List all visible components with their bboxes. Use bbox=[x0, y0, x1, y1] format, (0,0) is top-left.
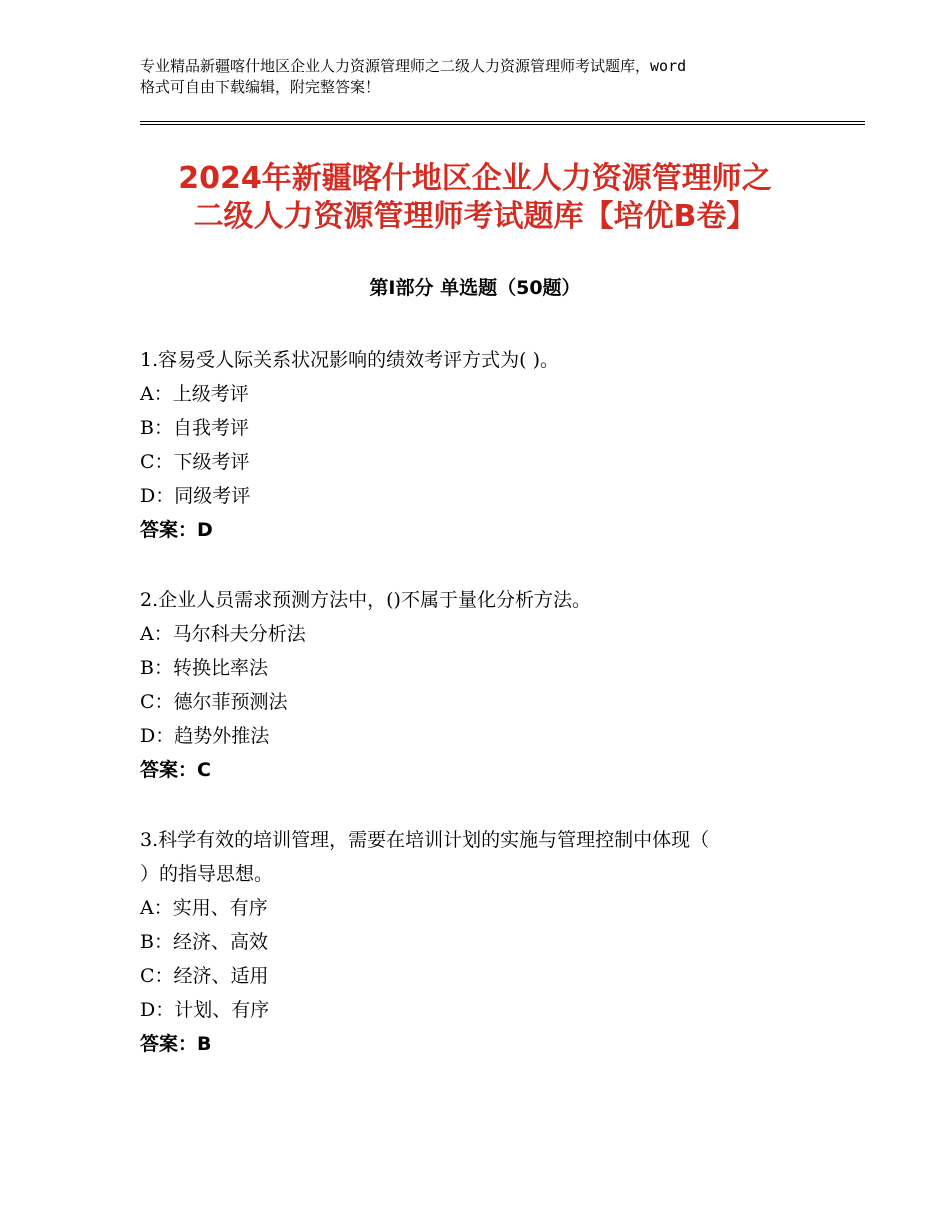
option-b: B：经济、高效 bbox=[140, 931, 268, 953]
question-3 bbox=[140, 823, 820, 1061]
option-c: C：德尔菲预测法 bbox=[140, 691, 288, 713]
option-c: C：经济、适用 bbox=[140, 965, 269, 987]
header-divider bbox=[140, 121, 865, 122]
answer: 答案：D bbox=[140, 519, 213, 541]
question-list bbox=[140, 343, 820, 1097]
option-c: C：下级考评 bbox=[140, 451, 250, 473]
answer: 答案：B bbox=[140, 1033, 212, 1055]
question-2 bbox=[140, 583, 820, 787]
title-line: 2024年新疆喀什地区企业人力资源管理师之 bbox=[178, 161, 772, 196]
title-line: 二级人力资源管理师考试题库【培优B卷】 bbox=[193, 199, 757, 234]
page-header bbox=[140, 56, 830, 98]
option-d: D：同级考评 bbox=[140, 485, 251, 507]
header-line: 格式可自由下载编辑，附完整答案！ bbox=[140, 78, 381, 96]
header-divider bbox=[140, 124, 865, 125]
option-b: B：自我考评 bbox=[140, 417, 249, 439]
section-title: 第Ⅰ部分 单选题（50题） bbox=[369, 277, 581, 299]
option-d: D：趋势外推法 bbox=[140, 725, 270, 747]
question-1 bbox=[140, 343, 820, 547]
question-text: 3.科学有效的培训管理，需要在培训计划的实施与管理控制中体现（ bbox=[140, 829, 710, 851]
header-line: 专业精品新疆喀什地区企业人力资源管理师之二级人力资源管理师考试题库，word bbox=[140, 57, 687, 75]
option-d: D：计划、有序 bbox=[140, 999, 270, 1021]
option-b: B：转换比率法 bbox=[140, 657, 268, 679]
option-a: A：实用、有序 bbox=[140, 897, 268, 919]
question-text: 2.企业人员需求预测方法中，()不属于量化分析方法。 bbox=[140, 589, 591, 611]
question-text-continued: ）的指导思想。 bbox=[140, 863, 274, 885]
question-text: 1.容易受人际关系状况影响的绩效考评方式为( )。 bbox=[140, 349, 559, 371]
answer: 答案：C bbox=[140, 759, 211, 781]
option-a: A：上级考评 bbox=[140, 383, 249, 405]
document-title bbox=[0, 160, 950, 236]
option-a: A：马尔科夫分析法 bbox=[140, 623, 306, 645]
